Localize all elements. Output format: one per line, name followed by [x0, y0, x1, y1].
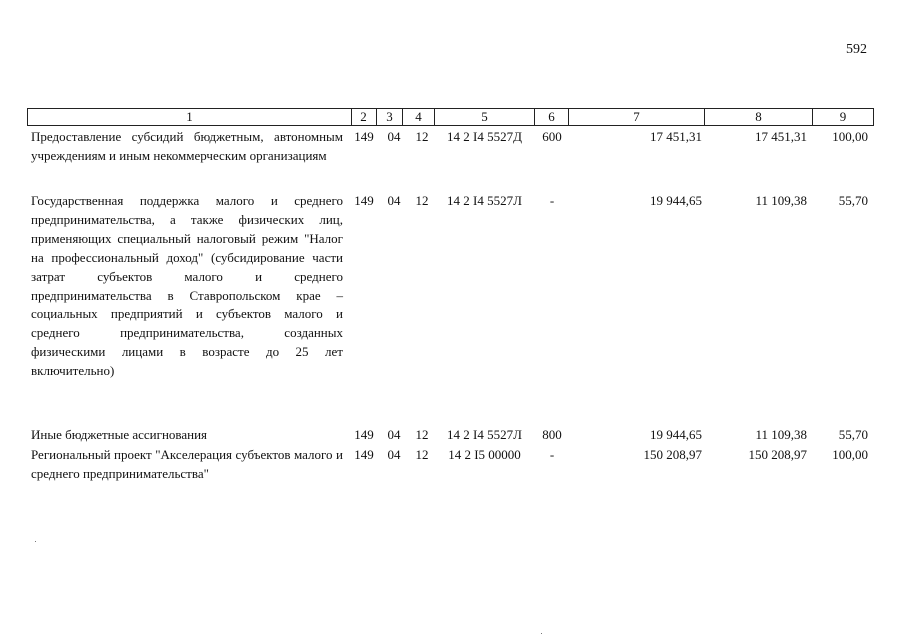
table-header: [27, 108, 874, 126]
scan-speck: [35, 541, 36, 542]
row-name: Государственная поддержка малого и среднего предпринимательства, а также физических лиц, применяющих специальный налоговый режим "Налог на профессиональный доход" (субсидирование части затрат субъектов малого и среднего предпринимательства в Ставропольском крае – социальных предприятий и субъектов малого и среднего предпринимательства, созданных физическими лицами в возрасте до 25 лет включительно): [31, 193, 343, 379]
cell-col-5: 14 2 I4 5527Л: [447, 427, 522, 442]
column-header-7: 7: [569, 109, 705, 125]
cell-col-9: 55,70: [838, 193, 868, 208]
column-header-4: 4: [403, 109, 435, 125]
row-name: Предоставление субсидий бюджетным, автономным учреждениям и иным некоммерческим организациям: [31, 129, 343, 163]
column-header-1: 1: [28, 109, 352, 125]
cell-col-9: 100,00: [832, 447, 868, 462]
cell-col-2: 149: [354, 129, 374, 144]
column-header-8: 8: [705, 109, 813, 125]
cell-col-7: 19 944,65: [650, 193, 702, 208]
cell-col-2: 149: [354, 427, 374, 442]
cell-col-6: -: [549, 193, 555, 208]
cell-col-8: 11 109,38: [755, 193, 807, 208]
cell-col-7: 150 208,97: [643, 447, 702, 462]
scan-speck: [541, 633, 542, 634]
cell-col-9: 100,00: [832, 129, 868, 144]
cell-col-3: 04: [387, 193, 401, 208]
cell-col-3: 04: [387, 129, 401, 144]
cell-col-6: 600: [542, 129, 562, 144]
column-header-9: 9: [839, 109, 847, 124]
cell-col-2: 149: [354, 193, 374, 208]
column-header-3: 3: [377, 109, 403, 125]
cell-col-6: 800: [542, 427, 562, 442]
cell-col-4: 12: [415, 129, 429, 144]
cell-col-4: 12: [415, 427, 429, 442]
cell-col-7: 17 451,31: [650, 129, 702, 144]
cell-col-5: 14 2 I4 5527Л: [447, 193, 522, 208]
cell-col-4: 12: [415, 193, 429, 208]
column-header-2: 2: [351, 109, 377, 125]
cell-col-8: 11 109,38: [755, 427, 807, 442]
cell-col-5: 14 2 I4 5527Д: [447, 129, 522, 144]
cell-col-5: 14 2 I5 00000: [448, 447, 521, 462]
cell-col-6: -: [549, 447, 555, 462]
column-header-6: 6: [535, 109, 569, 125]
page-number: 592: [846, 42, 867, 57]
cell-col-3: 04: [387, 447, 401, 462]
cell-col-8: 17 451,31: [755, 129, 807, 144]
row-name: Иные бюджетные ассигнования: [31, 427, 208, 442]
cell-col-2: 149: [354, 447, 374, 462]
cell-col-4: 12: [415, 447, 429, 462]
cell-col-9: 55,70: [838, 427, 868, 442]
cell-col-8: 150 208,97: [748, 447, 807, 462]
cell-col-7: 19 944,65: [650, 427, 702, 442]
row-name: Региональный проект "Акселерация субъектов малого и среднего предпринимательства": [31, 447, 343, 481]
column-header-5: 5: [435, 109, 535, 125]
cell-col-3: 04: [387, 427, 401, 442]
